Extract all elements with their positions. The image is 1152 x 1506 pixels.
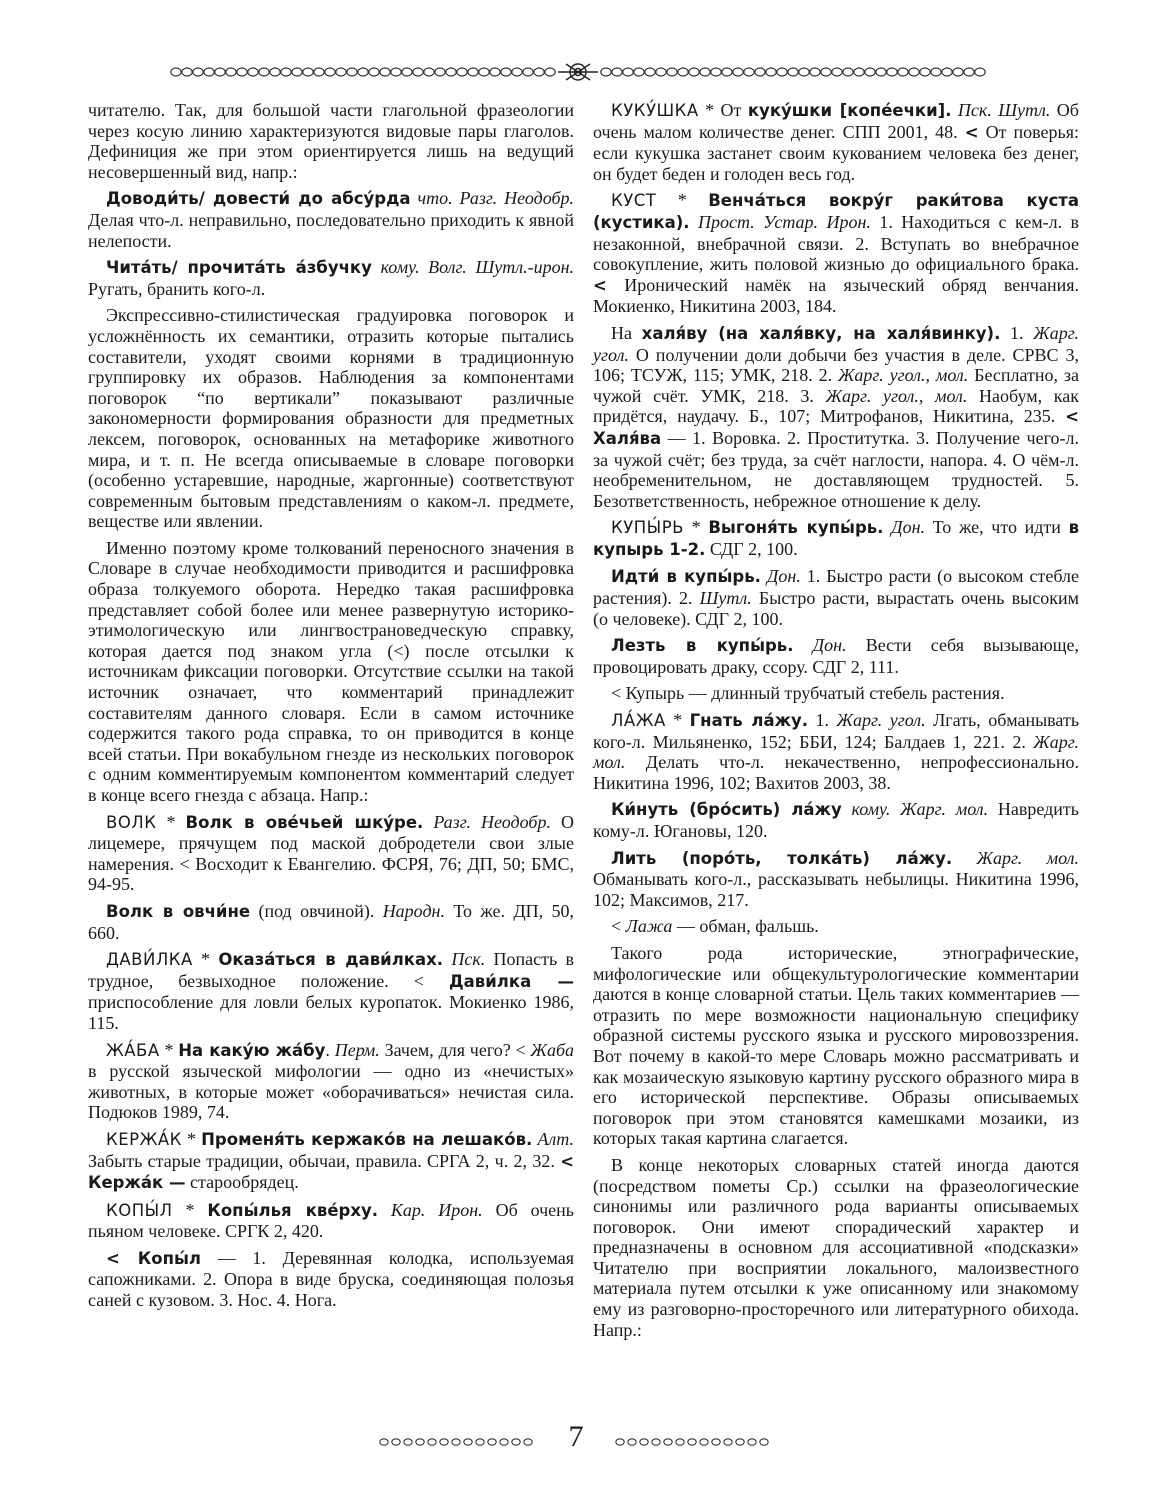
ornament-link [898, 68, 908, 76]
ornament-link [810, 68, 820, 76]
ornament-link [733, 68, 743, 76]
text-run: Об очень малом количестве денег. СПП 2001, 48. [593, 100, 1079, 142]
label-italic: Пск. Шутл. [957, 100, 1051, 120]
label-italic: Алт. [537, 1128, 574, 1149]
ornament-link [616, 1439, 624, 1445]
label-italic: Дон. [812, 635, 847, 656]
label-italic: Дон. [891, 517, 926, 538]
headword: Дави́лка — [448, 971, 574, 991]
entry-keyword: КОПЫ́Л [106, 1200, 173, 1220]
text-run: * [665, 710, 690, 731]
paragraph [593, 566, 1079, 629]
footer-ornament-left [378, 1437, 538, 1447]
text-run: Экспрессивно-стилистическая градуировка поговорок и усложнённость их семантики, отразить которые пытались составители, уходят своими корнями в традиционную группировку их образов. Наблюдения за компонентами поговорок “по вертикали” показывают различные закономерности формирования образности для предметных лексем, поговорок, основанных на метафорике животного мира, и т. п. Не всегда описываемые в словаре поговорки (особенно устаревшие, народные, жаргонные) соответствуют современным бытовым представлениям о каком-л. предмете, веществе или явлении. [88, 305, 574, 532]
ornament-link [416, 1439, 424, 1445]
text-run: На [611, 322, 642, 343]
ornament-link [545, 68, 555, 76]
text-run: < [611, 916, 626, 937]
ornament-link [736, 1439, 744, 1445]
paragraph [88, 1129, 574, 1194]
label-italic: Жаба [530, 1039, 575, 1060]
headword: Ки́нуть (бро́сить) ла́жу [611, 800, 842, 820]
label-italic: Жарг. угол., мол. [837, 365, 969, 386]
text-run [883, 517, 891, 537]
ornament-link [766, 68, 776, 76]
headword: Лить (поро́ть, толка́ть) ла́жу. [611, 848, 953, 868]
ornament-link [628, 1439, 636, 1445]
text-run: старообрядец. [185, 1172, 299, 1193]
label-italic: Жарг. угол. [593, 322, 1080, 365]
text-run: Об очень пьяном человеке. СРГК 2, 420. [88, 1199, 575, 1242]
label-italic: Шутл. [699, 588, 752, 609]
text-run: Именно поэтому кроме толкований переносного значения в Словаре в случае необходимости приводится и расшифровка образа толкуемого оборота. Нередко такая расшифровка представляет собой более или менее развернутую историко-этимологическую или лингвострановедческую справку, которая дается под знаком угла (<) после отсылки к источникам фиксации поговорки. Отсутствие ссылки на такой источник означает, что комментарий принадлежит составителям данного словаря. Если в самом источнике содержится такого рода справка, то он приводится в конце всей статьи. При вокабульном гнезде из нескольких поговорок с одним комментируемым компонентом комментарий следует в конце всего гнезда с абзаца. Напр.: [88, 537, 574, 805]
ornament-link [711, 68, 721, 76]
text-run: Делая что-л. неправильно, последовательно приходить к явной нелепости. [88, 209, 574, 251]
paragraph [593, 683, 1079, 704]
headword: < Халя́ва [593, 407, 1079, 448]
paragraph [88, 901, 574, 943]
text-run [411, 188, 418, 208]
ornament-link [748, 1439, 756, 1445]
text-run [423, 812, 433, 832]
ornament-link [623, 68, 633, 76]
text-run: < Купырь — длинный трубчатый стебель растения. [611, 683, 1005, 704]
ornament-link [182, 68, 192, 76]
headword: халя́ву (на халя́вку, на халя́винку). [641, 323, 1001, 343]
text-run: читателю. Так, для большой части глагольной фразеологии через косую линию характеризуются видовые пары глаголов. Дефиниция же при этом ориентируется лишь на ведущий несовершенный вид, напр.: [88, 100, 574, 182]
ornament-link [424, 68, 434, 76]
ornament-link [380, 68, 390, 76]
text-run: * [684, 517, 709, 538]
paragraph [593, 943, 1079, 1149]
paragraph [593, 799, 1079, 841]
footer-ornament-right [614, 1437, 774, 1447]
label-italic: Разг. Неодобр. [433, 811, 551, 832]
paragraph [593, 710, 1079, 793]
ornament-link [777, 68, 787, 76]
ornament-link [488, 1439, 496, 1445]
text-run: — 1. Деревянная колодка, используемая сапожниками. 2. Опора в виде бруска, соединяющая полозья саней с кузовом. 3. Нос. 4. Нога. [88, 1247, 574, 1311]
label-italic: Кар. Ирон. [390, 1199, 483, 1220]
text-run [378, 1200, 391, 1220]
headword: Выгоня́ть купы́рь. [708, 518, 884, 538]
ornament-link [402, 68, 412, 76]
ornament-link [501, 68, 511, 76]
ornament-link [755, 68, 765, 76]
headword: Венча́ться вокру́г раки́това куста (кустика). [593, 191, 1079, 232]
text-run: 1. Находиться с кем-л. в незаконной, внебрачной связи. 2. Вступать во внебрачное совокупление, жить половой жизнью до официального брака. [593, 211, 1080, 275]
ornament-link [512, 68, 522, 76]
entry-keyword: КУСТ [611, 191, 657, 211]
text-run [690, 212, 698, 232]
text-run: Попасть в трудное, безвыходное положение. < [88, 949, 574, 991]
ornament-link [722, 68, 732, 76]
ornament-link [676, 1439, 684, 1445]
headword: Волк в ове́чьей шку́ре. [185, 812, 424, 832]
label-italic: кому. Жарг. мол. [851, 799, 989, 820]
text-run: Зачем, для чего? < [379, 1039, 531, 1060]
ornament-link [645, 68, 655, 76]
text-run: . [325, 1039, 335, 1060]
text-run: То же. ДП, 50, 660. [88, 900, 575, 943]
label-italic: Жарг. угол. [836, 710, 926, 731]
ornament-link [193, 68, 203, 76]
text-run: Быстро расти, вырастать очень высоким (о человеке). СДГ 2, 100. [593, 588, 1079, 629]
ornament-link [347, 68, 357, 76]
label-italic: Жарг. мол. [976, 847, 1080, 868]
ornament-link [931, 68, 941, 76]
paragraph [88, 305, 574, 532]
ornament-link [446, 68, 456, 76]
text-run: В конце некоторых словарных статей иногда даются (посредством пометы Ср.) ссылки на фразеологические синонимы или различного рода варианты описываемых поговорок. Они имеют спорадический характер и предназначены в основном для ассоциативной «подсказки» Читателю при восприятии локального, малоизвестного материала путем отсылки к уже описанному или знакомому ему из разговорно-просторечного или литературного обихода. Напр.: [593, 1154, 1079, 1340]
label-italic: Пск. [451, 949, 486, 970]
ornament-link [468, 68, 478, 76]
ornament-link [215, 68, 225, 76]
ornament-link [832, 68, 842, 76]
text-run [952, 848, 976, 868]
ornament-link [435, 68, 445, 76]
paragraph [88, 949, 574, 1033]
ornament-link [171, 68, 181, 76]
ornament-link [534, 68, 544, 76]
text-run: Вести себя вызывающе, провоцировать драку, ссору. СДГ 2, 111. [593, 635, 1079, 677]
entry-keyword: КЕРЖА́К [106, 1129, 182, 1149]
ornament-link [237, 68, 247, 76]
ornament-link [700, 1439, 708, 1445]
entry-keyword: ЖА́БА [106, 1040, 160, 1060]
paragraph [593, 848, 1079, 911]
label-italic: Прост. Устар. Ирон. [697, 211, 871, 232]
headword: Лезть в купы́рь. [611, 636, 794, 656]
ornament-link [612, 68, 622, 76]
ornament-link [490, 68, 500, 76]
text-run [794, 635, 813, 655]
headword: Чита́ть/ прочита́ть а́збучку [106, 258, 372, 278]
ornament-link [688, 1439, 696, 1445]
text-run: СДГ 2, 100. [705, 538, 798, 559]
ornament-link [292, 68, 302, 76]
text-run: * [159, 1039, 179, 1060]
ornament-link [369, 68, 379, 76]
text-run: Обманывать кого-л., рассказывать небылицы. Никитина 1996, 102; Максимов, 217. [593, 869, 1079, 910]
ornament-link [634, 68, 644, 76]
ornament-link [457, 68, 467, 76]
ornament-link [380, 1439, 388, 1445]
text-run: То же, что идти [925, 517, 1069, 538]
paragraph [593, 916, 1079, 937]
paragraph [88, 1200, 574, 1242]
entry-keyword: КУПЫ́РЬ [611, 518, 685, 538]
headword: Гнать ла́жу. [689, 711, 809, 731]
ornament-link [788, 68, 798, 76]
paragraph [593, 517, 1079, 560]
text-run: — обман, фальшь. [672, 916, 819, 937]
ornament-link [876, 68, 886, 76]
ornament-link [700, 68, 710, 76]
entry-keyword: КУКУ́ШКА [611, 101, 699, 120]
headword: Копы́лья кве́рху. [207, 1200, 379, 1220]
paragraph [593, 323, 1079, 511]
text-run: Бесплатно, за чужой счёт. УМК, 218. 3. [593, 365, 1079, 406]
paragraph [88, 1248, 574, 1311]
right-column [593, 100, 1079, 1346]
text-run: Иронический намёк на языческий обряд венчания. Мокиенко, Никитина 2003, 184. [593, 274, 1079, 317]
paragraph [593, 1155, 1079, 1340]
text-run: Навредить кому-л. Югановы, 120. [593, 799, 1080, 841]
headword: Волк в овчи́не [106, 901, 251, 921]
paragraph [593, 635, 1079, 677]
headword: Доводи́ть/ довести́ до абсу́рда [106, 189, 411, 209]
headword: < [593, 275, 607, 295]
headword: < [964, 122, 979, 142]
ornament-link [865, 68, 875, 76]
paragraph [593, 100, 1079, 184]
ornament-link [640, 1439, 648, 1445]
text-run [842, 799, 852, 819]
ornament-link [226, 68, 236, 76]
ornament-link [953, 68, 963, 76]
ornament-link [942, 68, 952, 76]
text-run: О получении доли добычи без участия в деле. СРВС 3, 106; ТСУЖ, 115; УМК, 218. 2. [593, 344, 1079, 386]
ornament-link [656, 68, 666, 76]
text-run: 1. Быстро расти (о высоком стебле растения). 2. [593, 566, 1080, 609]
top-ornament [170, 60, 986, 84]
label-italic: Народн. [382, 900, 445, 921]
text-run: * [181, 1128, 202, 1149]
paragraph [88, 100, 574, 182]
label-italic: Перм. [334, 1039, 380, 1060]
text-run: приспособление для ловли белых куропаток. Мокиенко 1986, 115. [88, 992, 574, 1033]
ornament-link [854, 68, 864, 76]
ornament-link [821, 68, 831, 76]
text-run: * [192, 949, 219, 970]
text-run: Лгать, обманывать кого-л. Мильяненко, 152; ББИ, 124; Балдаев 1, 221. 2. [593, 710, 1080, 752]
ornament-link [724, 1439, 732, 1445]
ornament-link [652, 1439, 660, 1445]
ornament-link [413, 68, 423, 76]
entry-keyword: ДАВИ́ЛКА [106, 950, 193, 970]
headword: Променя́ть кержако́в на лешако́в. [201, 1129, 533, 1149]
ornament-link [325, 68, 335, 76]
text-run: — 1. Воровка. 2. Проститутка. 3. Получение чего-л. за чужой счёт; без труда, за счёт наглости, напора. 4. О чём-л. необременительном, не доставляющем трудностей. 5. Безответственность, небрежное отношение к делу. [593, 427, 1079, 511]
headword: в купырь 1-2. [593, 518, 1080, 559]
text-run: в русской языческой мифологии — одно из «нечистых» животных, в которые может «оборачиваться» нечистая сила. Подюков 1989, 74. [88, 1061, 574, 1123]
ornament-link [404, 1439, 412, 1445]
paragraph [593, 190, 1079, 317]
ornament-link [664, 1439, 672, 1445]
ornament-link [689, 68, 699, 76]
label-italic: Жарг. мол. [593, 731, 1079, 773]
ornament-link [799, 68, 809, 76]
ornament-link [760, 1439, 768, 1445]
text-run: * [172, 1199, 208, 1220]
ornament-link [601, 68, 611, 76]
entry-keyword: ВОЛК [106, 812, 157, 832]
label-italic: Дон. [766, 566, 801, 587]
label-italic: что. Разг. Неодобр. [417, 188, 575, 209]
paragraph [88, 257, 574, 299]
ornament-link [909, 68, 919, 76]
paragraph [88, 1040, 574, 1123]
page-number: 7 [568, 1420, 584, 1453]
ornament-link [314, 68, 324, 76]
headword: Идти́ в купы́рь. [611, 567, 761, 587]
ornament-link [391, 68, 401, 76]
paragraph [88, 538, 574, 806]
ornament-link [248, 68, 258, 76]
text-run [372, 257, 381, 277]
ornament-link [678, 68, 688, 76]
ornament-link [452, 1439, 460, 1445]
text-run: 1. [1000, 322, 1034, 343]
ornament-link [428, 1439, 436, 1445]
text-run: 1. [808, 710, 837, 731]
headword: Оказа́ться в дави́лках. [218, 950, 444, 970]
ornament-link [975, 68, 985, 76]
ornament-link [500, 1439, 508, 1445]
ornament-link [667, 68, 677, 76]
ornament-link [392, 1439, 400, 1445]
ornament-link [440, 1439, 448, 1445]
ornament-link [712, 1439, 720, 1445]
ornament-link [523, 68, 533, 76]
label-italic: кому. Волг. Шутл.-ирон. [380, 257, 575, 278]
ornament-link [744, 68, 754, 76]
ornament-link [512, 1439, 520, 1445]
text-run: Такого рода исторические, этнографические, мифологические или общекультурологические комментарии даются в конце словарной статьи. Цель таких комментариев — отразить по мере возможности национальную специфику образной системы русского языка и русского мировоззрения. Вот почему в какой-то мере Словарь можно рассматривать и как мозаическую языковую картину русского образного мира в его исторической перспективе. Образы описываемых поговорок при этом становятся камешками мозаики, из которых такая картина слагается. [593, 942, 1079, 1149]
headword: куку́шки [копе́ечки]. [747, 101, 952, 120]
text-run: От поверья: если кукушка застанет своим кукованием человека без денег, он будет беден и голоден весь год. [593, 121, 1079, 184]
ornament-link [524, 1439, 532, 1445]
text-run: Ругать, бранить кого-л. [88, 278, 266, 299]
ornament-link [476, 1439, 484, 1445]
entry-keyword: ЛА́ЖА [611, 711, 666, 731]
ornament-link [259, 68, 269, 76]
headword: На каку́ю жа́бу [178, 1040, 326, 1060]
text-run: Делать что-л. некачественно, непрофессионально. Никитина 1996, 102; Вахитов 2003, 38. [593, 752, 1079, 793]
paragraph [88, 812, 574, 895]
label-italic: Жарг. угол., мол. [825, 385, 968, 406]
headword: < Копы́л [106, 1248, 202, 1268]
ornament-link [303, 68, 313, 76]
ornament-link [336, 68, 346, 76]
ornament-link [204, 68, 214, 76]
paragraph [88, 188, 574, 251]
ornament-link [464, 1439, 472, 1445]
ornament-link [281, 68, 291, 76]
ornament-link [920, 68, 930, 76]
text-run: * [156, 811, 186, 832]
ornament-link [887, 68, 897, 76]
text-run: Наобум, как придётся, наудачу. Б., 107; Митрофанов, Никитина, 235. [593, 385, 1080, 427]
ornament-link [270, 68, 280, 76]
ornament-link [358, 68, 368, 76]
ornament-link [479, 68, 489, 76]
text-run: О лицемере, прячущем под маской добродетели свои злые намерения. < Восходит к Евангелию. ФСРЯ, 76; ДП, 50; БМС, 94-95. [88, 811, 575, 895]
headword: < Кержа́к — [88, 1151, 574, 1193]
left-column [88, 100, 574, 1317]
ornament-link [843, 68, 853, 76]
text-run: (под овчиной). [250, 900, 383, 921]
label-italic: Лажа [625, 916, 673, 937]
text-run: Забыть старые традиции, обычаи, правила. СРГА 2, ч. 2, 32. [88, 1150, 561, 1171]
text-run: * [656, 190, 709, 211]
ornament-link [964, 68, 974, 76]
text-run: * От [698, 100, 748, 120]
